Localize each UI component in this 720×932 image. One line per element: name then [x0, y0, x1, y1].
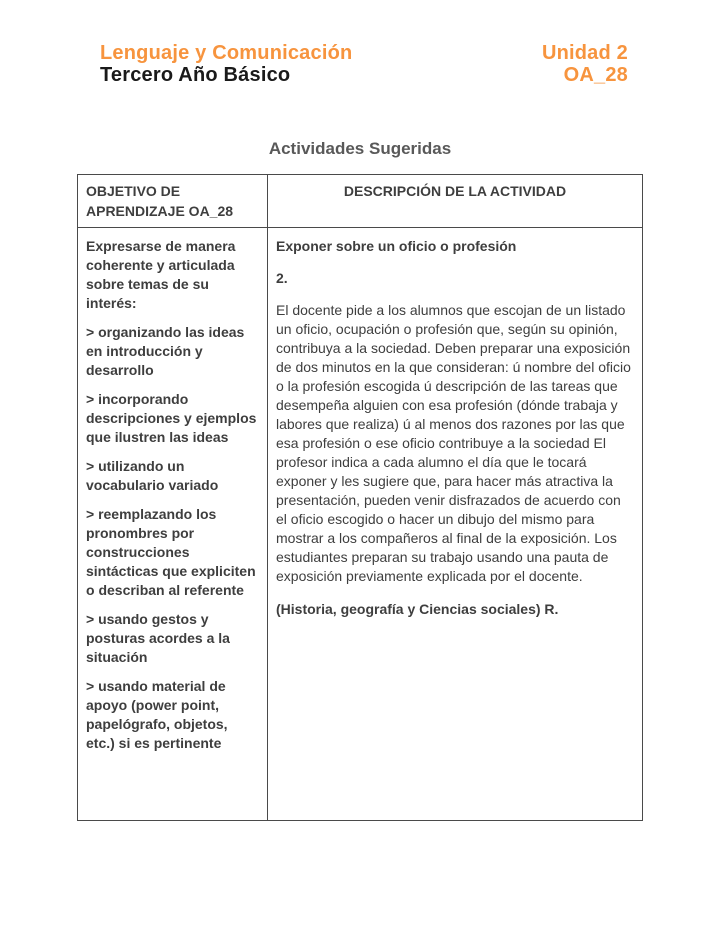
oa-code-label: OA_28 [563, 64, 628, 86]
activities-table [77, 174, 643, 821]
subject-title: Lenguaje y Comunicación [100, 42, 353, 64]
objective-item: > utilizando un vocabulario variado [86, 458, 219, 493]
page-title: Actividades Sugeridas [268, 139, 452, 158]
unit-label: Unidad 2 [541, 42, 628, 64]
table-body-row [78, 228, 643, 821]
objective-item: > reemplazando los pronombres por construcciones sintácticas que expliciten o describan al referente [86, 506, 256, 598]
objective-item: > organizando las ideas en introducción y desarrollo [86, 324, 245, 378]
objective-intro: Expresarse de manera coherente y articulada sobre temas de su interés: [86, 238, 236, 311]
objective-cell [78, 228, 268, 821]
header-right-block [542, 42, 628, 86]
document-header [77, 42, 643, 86]
objective-column-header: OBJETIVO DE APRENDIZAJE OA_28 [78, 175, 268, 228]
table-header-row [78, 175, 643, 228]
objective-item: > incorporando descripciones y ejemplos que ilustren las ideas [86, 391, 257, 445]
description-cell [268, 228, 643, 821]
activity-number: 2. [276, 270, 288, 286]
activity-body: El docente pide a los alumnos que escojan de un listado un oficio, ocupación o profesión que, según su opinión, contribuya a la sociedad. Deben preparar una exposición de dos minutos en la que consideran: ú nombre del oficio o la profesión escogida ú descripción de las tareas que desempeña alguien con esa profesión (dónde trabaja y labores que realiza) ú al menos dos razones por las que esa profesión o ese oficio contribuye a la sociedad El profesor indica a cada alumno el día que le tocará exponer y les sugiere que, para hacer más atractiva la presentación, pueden venir disfrazados de acuerdo con el oficio escogido o hacer un dibujo del mismo para mostrar a los compañeros al final de la exposición. Los estudiantes preparan su trabajo usando una pauta de exposición previamente explicada por el docente. [276, 302, 631, 584]
header-left-block [100, 42, 352, 86]
objective-item: > usando gestos y posturas acordes a la situación [86, 611, 230, 665]
objective-item: > usando material de apoyo (power point, papelógrafo, objetos, etc.) si es pertinente [86, 678, 228, 751]
grade-title: Tercero Año Básico [100, 64, 291, 86]
activity-title: Exponer sobre un oficio o profesión [276, 238, 517, 254]
related-subjects: (Historia, geografía y Ciencias sociales) R. [276, 601, 559, 617]
description-column-header: DESCRIPCIÓN DE LA ACTIVIDAD [268, 175, 643, 228]
